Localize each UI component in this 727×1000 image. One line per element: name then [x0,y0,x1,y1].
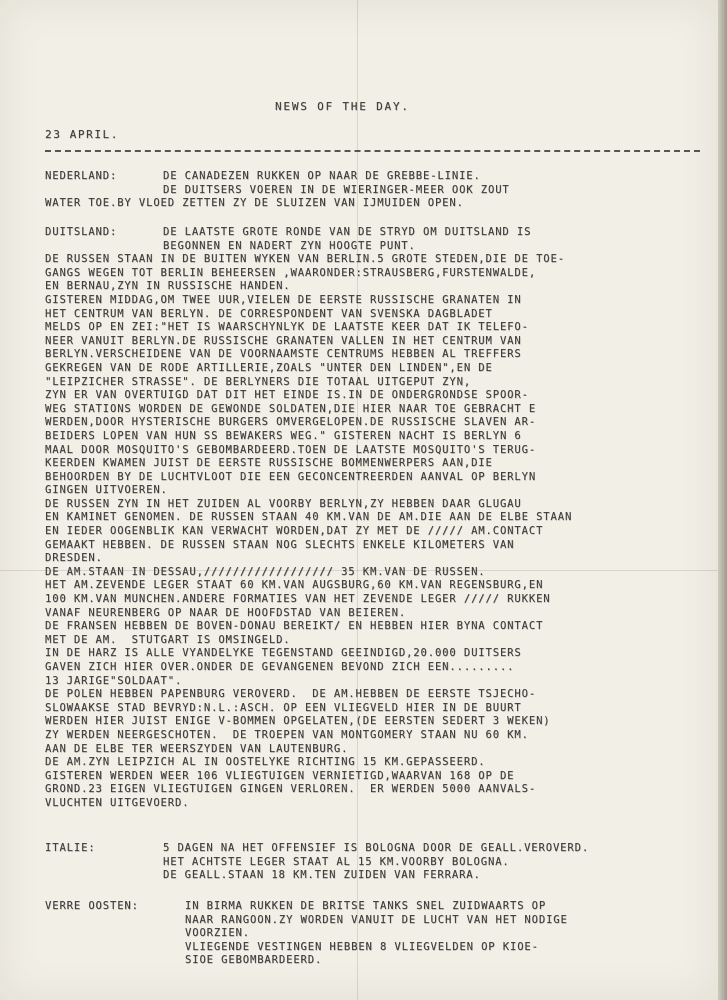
section-line: MELDS OP EN ZEI:"HET IS WAARSCHYNLYK DE LAATSTE KEER DAT IK TELEFO- [45,321,529,334]
section-line: MET DE AM. STUTGART IS OMSINGELD. [45,633,291,646]
section-line: EN KAMINET GENOMEN. DE RUSSEN STAAN 40 KM.VAN DE AM.DIE AAN DE ELBE STAAN [45,511,573,524]
document-title: NEWS OF THE DAY. [275,100,410,113]
section-line: NEER VANUIT BERLYN.DE RUSSISCHE GRANATEN VALLEN IN HET CENTRUM VAN [45,334,522,347]
section-line: DE AM.STAAN IN DESSAU,////////////////// 35 KM.VAN DE RUSSEN. [45,565,486,578]
section-line: SIOE GEBOMBARDEERD. [185,954,323,967]
section-line: BEGONNEN EN NADERT ZYN HOOGTE PUNT. [163,239,416,252]
section-line: VLIEGENDE VESTINGEN HEBBEN 8 VLIEGVELDEN OP KIOE- [185,940,539,953]
section-line: GROND.23 EIGEN VLIEGTUIGEN GINGEN VERLOREN. ER WERDEN 5000 AANVALS- [45,783,537,796]
section-line: "LEIPZICHER STRASSE". DE BERLYNERS DIE TOTAAL UITGEPUT ZYN, [45,375,472,388]
section-line: DE FRANSEN HEBBEN DE BOVEN-DONAU BEREIKT/ EN HEBBEN HIER BYNA CONTACT [45,620,544,633]
section-line: DE AM.ZYN LEIPZICH AL IN OOSTELYKE RICHTING 15 KM.GEPASSEERD. [45,756,486,769]
section-line: BEIDERS LOPEN VAN HUN SS BEWAKERS WEG." GISTEREN NACHT IS BERLYN 6 [45,429,522,442]
section-line: EN IEDER OOGENBLIK KAN VERWACHT WORDEN,DAT ZY MET DE ///// AM.CONTACT [45,525,544,538]
section-line: 5 DAGEN NA HET OFFENSIEF IS BOLOGNA DOOR DE GEALL.VEROVERD. [163,842,590,854]
section-line: BERLYN.VERSCHEIDENE VAN DE VOORNAAMSTE CENTRUMS HEBBEN AL TREFFERS [45,348,522,361]
section-line: WERDEN,DOOR HYSTERISCHE BURGERS OMVERGELOPEN.DE RUSSISCHE SLAVEN AR- [45,416,537,429]
section-italie [45,842,589,883]
section-line: GISTEREN MIDDAG,OM TWEE UUR,VIELEN DE EERSTE RUSSISCHE GRANATEN IN [45,293,522,306]
section-line: NAAR RANGOON.ZY WORDEN VANUIT DE LUCHT VAN HET NODIGE [185,913,568,926]
section-line: DE RUSSEN ZYN IN HET ZUIDEN AL VOORBY BERLYN,ZY HEBBEN DAAR GLUGAU [45,497,522,510]
section-heading: VERRE OOSTEN: [45,900,139,912]
section-line: GANGS WEGEN TOT BERLIN BEHEERSEN ,WAARONDER:STRAUSBERG,FURSTENWALDE, [45,266,537,279]
document-date: 23 APRIL. [45,128,120,141]
section-line: IN DE HARZ IS ALLE VYANDELYKE TEGENSTAND GEEINDIGD,20.000 DUITSERS [45,647,522,660]
section-line: DE RUSSEN STAAN IN DE BUITEN WYKEN VAN BERLIN.5 GROTE STEDEN,DIE DE TOE- [45,253,565,266]
section-line: VLUCHTEN UITGEVOERD. [45,796,190,809]
section-line: KEERDEN KWAMEN JUIST DE EERSTE RUSSISCHE BOMMENWERPERS AAN,DIE [45,457,493,470]
section-line: DE CANADEZEN RUKKEN OP NAAR DE GREBBE-LINIE. [163,170,481,182]
section-line: DE GEALL.STAAN 18 KM.TEN ZUIDEN VAN FERRARA. [163,869,481,882]
section-nederland [45,170,510,211]
section-heading: DUITSLAND: [45,226,118,238]
section-line: HET ACHTSTE LEGER STAAT AL 15 KM.VOORBY BOLOGNA. [163,855,510,868]
page-edge-shadow [718,0,727,1000]
section-line: DE LAATSTE GROTE RONDE VAN DE STRYD OM DUITSLAND IS [163,226,532,238]
section-line: GEKREGEN VAN DE RODE ARTILLERIE,ZOALS "UNTER DEN LINDEN",EN DE [45,361,493,374]
section-line: WATER TOE.BY VLOED ZETTEN ZY DE SLUIZEN VAN IJMUIDEN OPEN. [45,197,464,210]
section-line: BEHOORDEN BY DE LUCHTVLOOT DIE EEN GECONCENTREERDEN AANVAL OP BERLYN [45,470,537,483]
section-line: HET CENTRUM VAN BERLYN. DE CORRESPONDENT VAN SVENSKA DAGBLADET [45,307,493,320]
section-line: ZYN ER VAN OVERTUIGD DAT DIT HET EINDE IS.IN DE ONDERGRONDSE SPOOR- [45,389,529,402]
section-line: AAN DE ELBE TER WEERSZYDEN VAN LAUTENBURG. [45,742,349,755]
section-line: GISTEREN WERDEN WEER 106 VLIEGTUIGEN VERNIETIGD,WAARVAN 168 OP DE [45,769,515,782]
dashed-separator [45,150,700,152]
section-line: VANAF NEURENBERG OP NAAR DE HOOFDSTAD VAN BEIEREN. [45,606,407,619]
section-line: ZY WERDEN NEERGESCHOTEN. DE TROEPEN VAN MONTGOMERY STAAN NU 60 KM. [45,728,529,741]
section-line: GAVEN ZICH HIER OVER.ONDER DE GEVANGENEN BEVOND ZICH EEN......... [45,661,515,673]
section-line: MAAL DOOR MOSQUITO'S GEBOMBARDEERD.TOEN DE LAATSTE MOSQUITO'S TERUG- [45,443,537,456]
section-line: DRESDEN. [45,552,103,565]
section-line: 100 KM.VAN MUNCHEN.ANDERE FORMATIES VAN HET ZEVENDE LEGER ///// RUKKEN [45,593,551,606]
section-verre-oosten [45,900,568,968]
section-line: IN BIRMA RUKKEN DE BRITSE TANKS SNEL ZUIDWAARTS OP [185,900,547,912]
section-line: VOORZIEN. [185,927,250,940]
section-line: WEG STATIONS WORDEN DE GEWONDE SOLDATEN,DIE HIER NAAR TOE GEBRACHT E [45,402,537,415]
section-heading: NEDERLAND: [45,170,118,182]
section-line: GEMAAKT HEBBEN. DE RUSSEN STAAN NOG SLECHTS ENKELE KILOMETERS VAN [45,538,515,551]
section-line: GINGEN UITVOEREN. [45,484,168,497]
section-line: 13 JARIGE"SOLDAAT". [45,674,183,687]
section-line: DE DUITSERS VOEREN IN DE WIERINGER-MEER OOK ZOUT [163,183,510,196]
section-line: DE POLEN HEBBEN PAPENBURG VEROVERD. DE AM.HEBBEN DE EERSTE TSJECHO- [45,688,537,701]
section-line: WERDEN HIER JUIST ENIGE V-BOMMEN OPGELATEN,(DE EERSTEN SEDERT 3 WEKEN) [45,715,551,728]
section-line: EN BERNAU,ZYN IN RUSSISCHE HANDEN. [45,280,291,293]
section-heading: ITALIE: [45,842,96,854]
section-line: HET AM.ZEVENDE LEGER STAAT 60 KM.VAN AUGSBURG,60 KM.VAN REGENSBURG,EN [45,579,544,592]
section-line: SLOWAAKSE STAD BEVRYD:N.L.:ASCH. OP EEN VLIEGVELD HIER IN DE BUURT [45,701,522,714]
section-duitsland [45,226,572,811]
